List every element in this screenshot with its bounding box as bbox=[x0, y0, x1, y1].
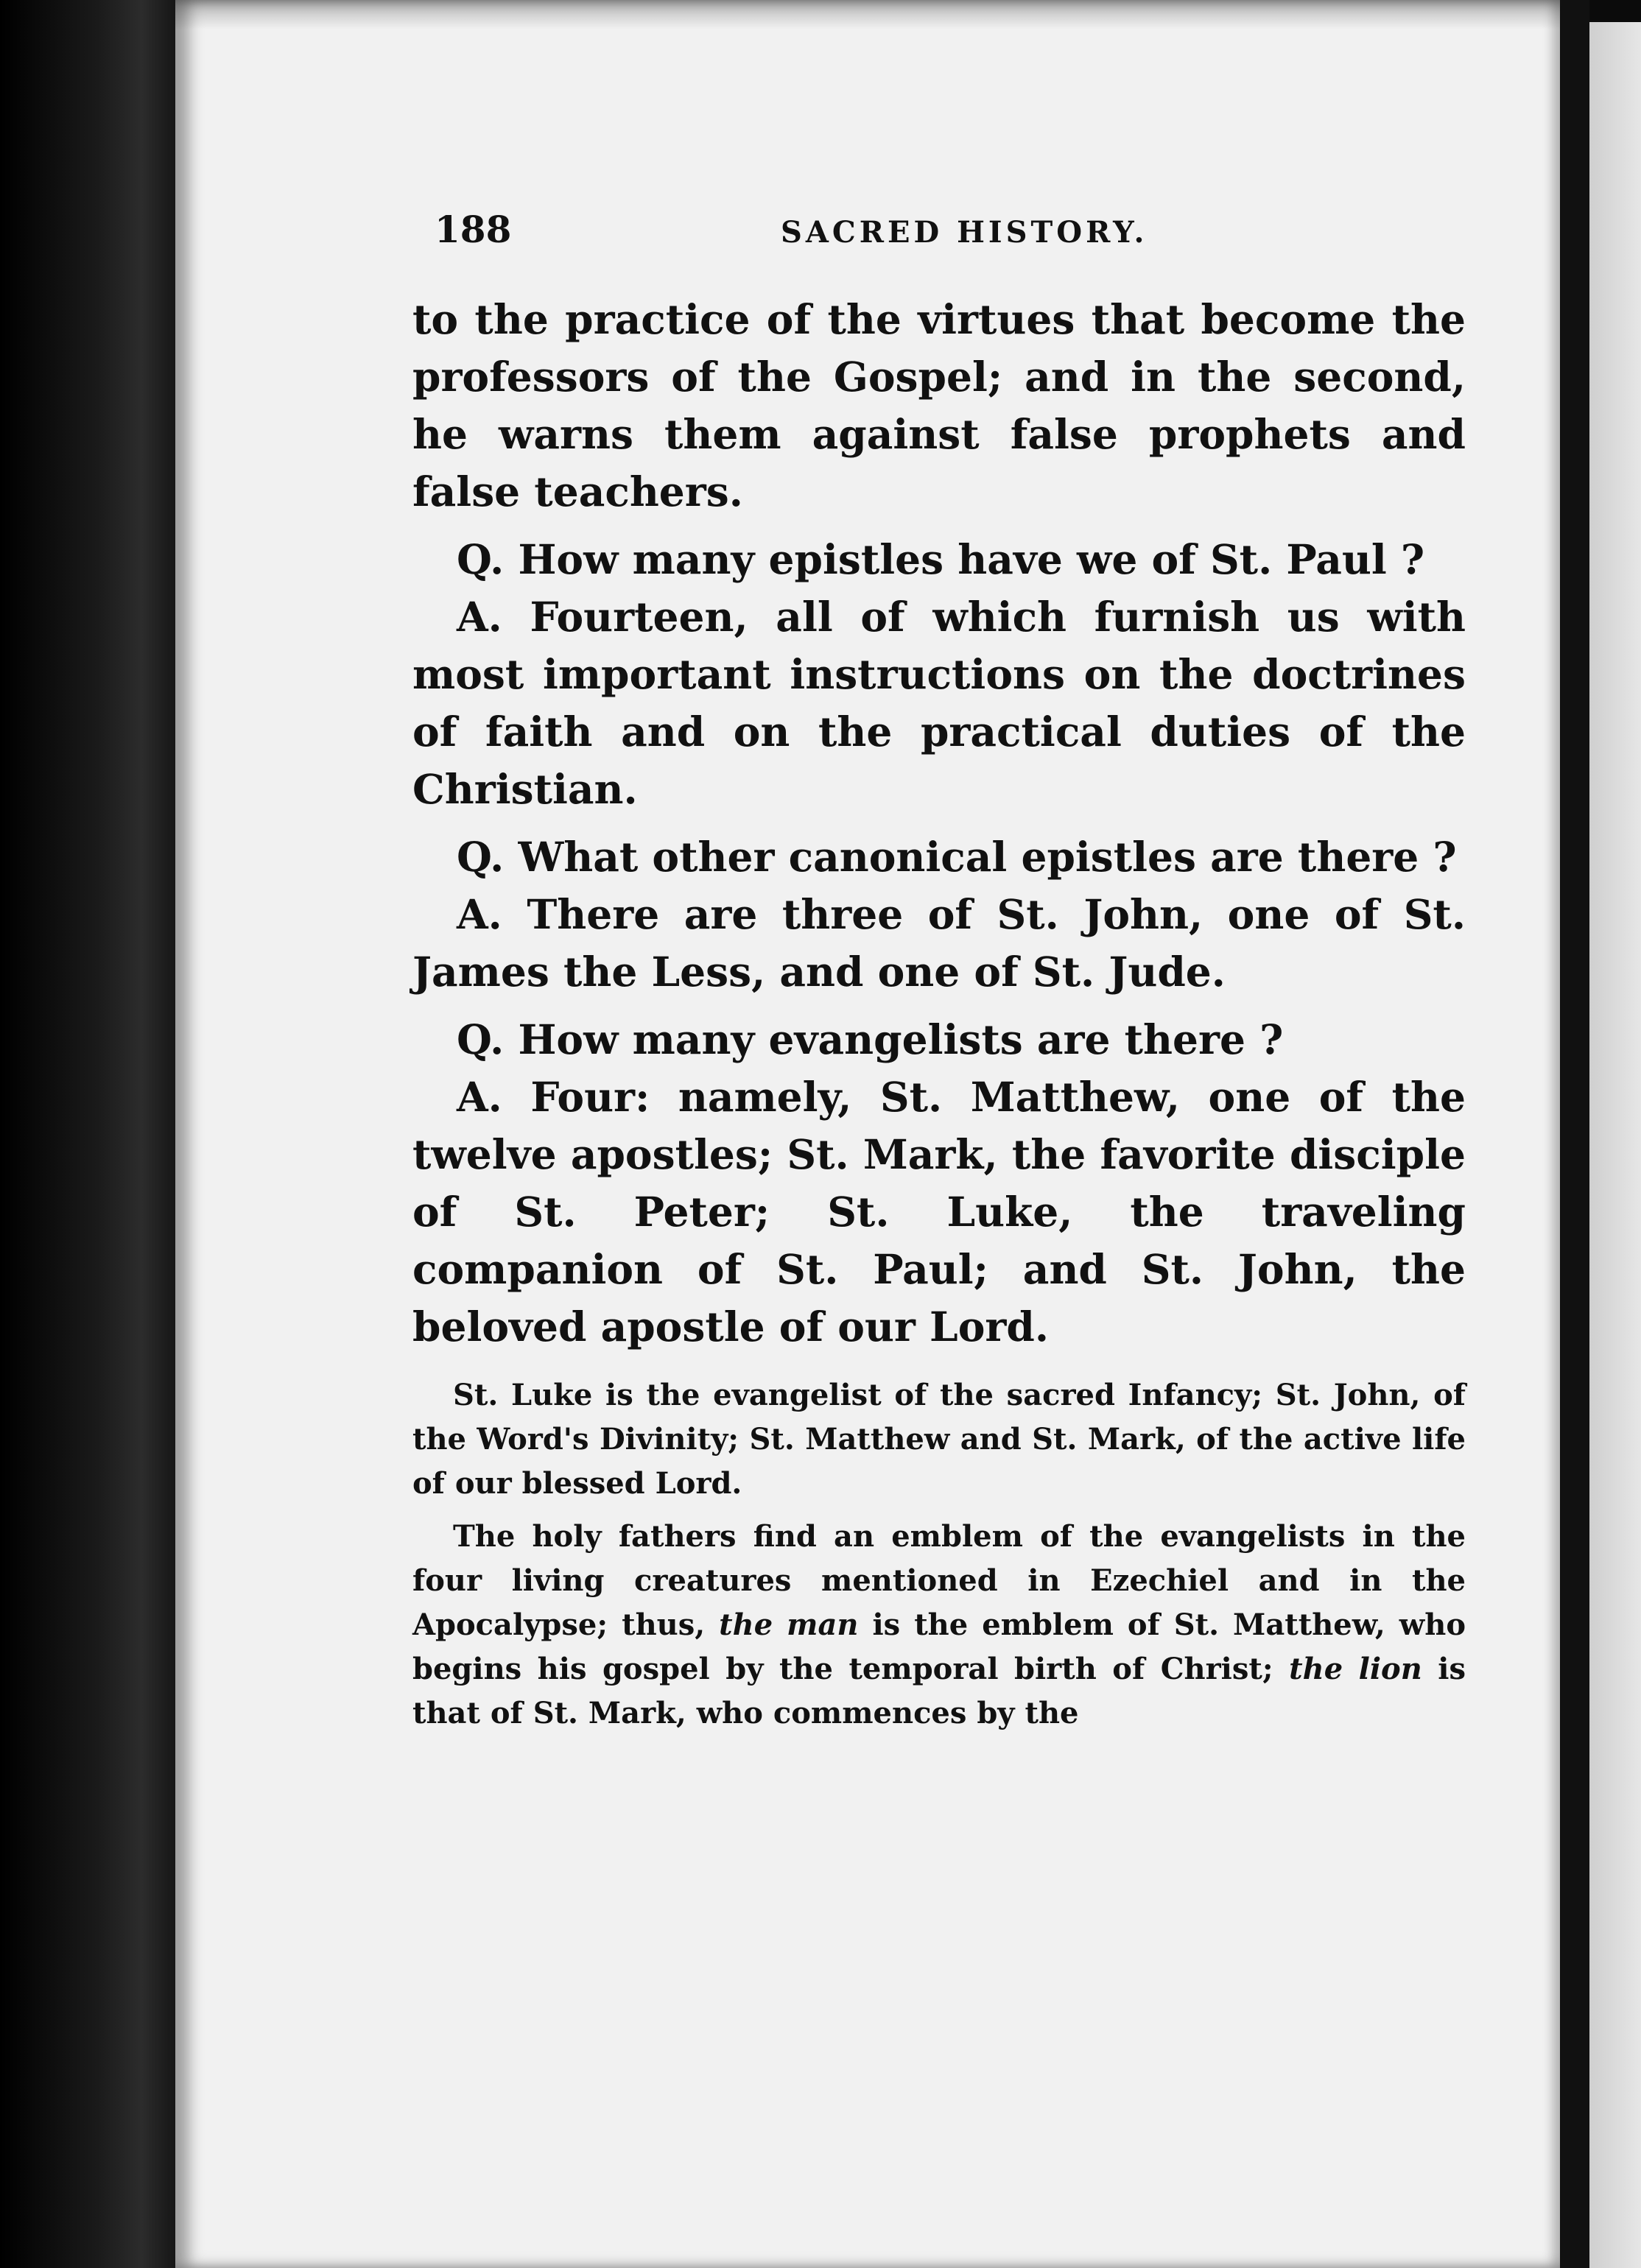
footnote-emblems bbox=[412, 1515, 1466, 1736]
question-3: Q. How many evangelists are there ? bbox=[457, 1015, 1284, 1063]
footnote-emblems-text-2: is the emblem of St. Matthew, who begins his gospel by the temporal birth of Christ; bbox=[412, 1607, 1466, 1686]
footnote-emblems-italic-2: the lion bbox=[1289, 1652, 1422, 1686]
answer-2: A. There are three of St. John, one of St. James the Less, and one of St. Jude. bbox=[412, 890, 1466, 996]
answer-1: A. Fourteen, all of which furnish us with most important instructions on the doctrines of faith and on the practical duties of the Christian. bbox=[412, 593, 1466, 813]
running-title: SACRED HISTORY. bbox=[781, 215, 1148, 250]
footnote-emblems-italic-1: the man bbox=[719, 1607, 859, 1642]
footnote-emblems-text-1: The holy fathers find an emblem of the evangelists in the four living creatures mentioned in Ezechiel and in the Apocalypse; thus, bbox=[412, 1519, 1466, 1642]
paragraph-continuation: to the practice of the virtues that become the professors of the Gospel; and in the second, he warns them against false prophets and false teachers. bbox=[412, 295, 1466, 515]
page-body bbox=[412, 291, 1466, 1736]
question-2: Q. What other canonical epistles are there ? bbox=[457, 833, 1457, 881]
answer-3: A. Four: namely, St. Matthew, one of the twelve apostles; St. Mark, the favorite disciple of St. Peter; St. Luke, the traveling companion of St. Paul; and St. John, the beloved apostle of our Lord. bbox=[412, 1073, 1466, 1350]
footnote-emblems-text-3: is that of St. Mark, who commences by the bbox=[412, 1652, 1466, 1730]
footnote-evangelists: St. Luke is the evangelist of the sacred Infancy; St. John, of the Word's Divinity; St. Matthew and St. Mark, of the active life of our blessed Lord. bbox=[412, 1378, 1466, 1501]
book-binding-edge bbox=[0, 0, 177, 2268]
page-gutter bbox=[1560, 0, 1589, 2268]
adjacent-page-edge bbox=[1589, 22, 1641, 2268]
question-1: Q. How many epistles have we of St. Paul ? bbox=[457, 535, 1425, 583]
page-shadow bbox=[175, 0, 1560, 29]
running-head bbox=[435, 208, 1466, 274]
page-number: 188 bbox=[435, 208, 512, 251]
